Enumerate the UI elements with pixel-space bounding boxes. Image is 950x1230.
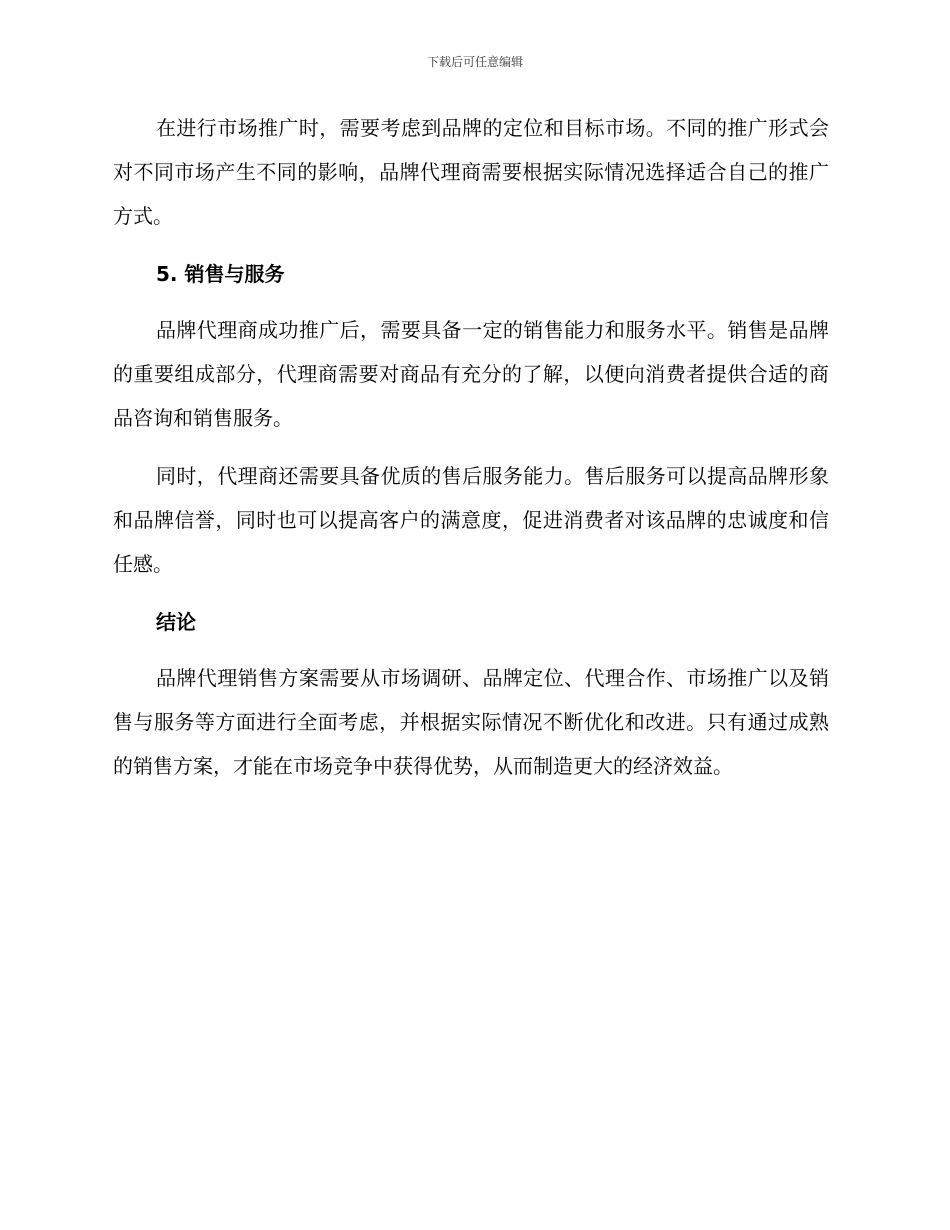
paragraph-promotion: 在进行市场推广时，需要考虑到品牌的定位和目标市场。不同的推广形式会对不同市场产生不同的影响，品牌代理商需要根据实际情况选择适合自己的推广方式。 (113, 116, 829, 228)
paragraph-after-sales: 同时，代理商还需要具备优质的售后服务能力。售后服务可以提高品牌形象和品牌信誉，同时也可以提高客户的满意度，促进消费者对该品牌的忠诚度和信任感。 (113, 464, 829, 576)
paragraph-conclusion: 品牌代理销售方案需要从市场调研、品牌定位、代理合作、市场推广以及销售与服务等方面进行全面考虑，并根据实际情况不断优化和改进。只有通过成熟的销售方案，才能在市场竞争中获得优势，从而制造更大的经济效益。 (113, 666, 829, 778)
section-heading-sales-service: 5. 销售与服务 (156, 262, 285, 286)
document-body (113, 106, 829, 802)
section-heading-conclusion: 结论 (156, 610, 196, 634)
page-header: 下载后可任意编辑 (426, 55, 523, 69)
paragraph-sales-ability: 品牌代理商成功推广后，需要具备一定的销售能力和服务水平。销售是品牌的重要组成部分，代理商需要对商品有充分的了解，以便向消费者提供合适的商品咨询和销售服务。 (113, 318, 829, 430)
